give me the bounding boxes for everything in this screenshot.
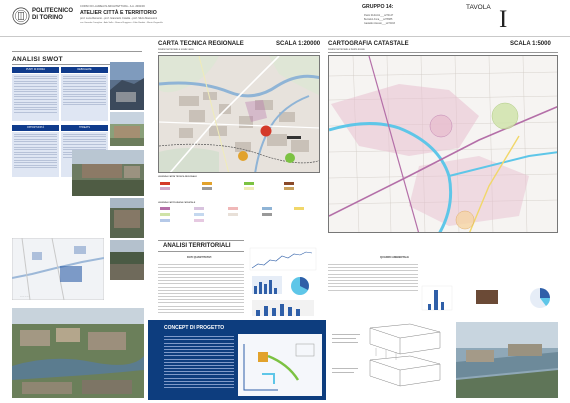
terr-top-rule [158, 240, 244, 241]
legend2-title: LEGENDA CARTOGRAFIA CATASTALE [158, 202, 196, 204]
map1-subtitle: Analisi territoriale a scala vasta [158, 48, 194, 51]
riverside-photo [456, 322, 558, 398]
map2-frame [328, 55, 558, 233]
map1-canvas [159, 56, 320, 173]
group-label: GRUPPO 14: [362, 4, 394, 10]
axonometric-sketches [330, 320, 450, 398]
legend1-title: LEGENDA CARTA TECNICA REGIONALE [158, 176, 197, 178]
swot-strengths-cell [12, 74, 59, 122]
quadro-text [328, 262, 418, 302]
site-photo-1 [110, 62, 144, 110]
legend-swatch [160, 219, 170, 222]
legend-swatch [284, 182, 294, 185]
legend-swatch [160, 182, 170, 185]
map2-subtitle: Analisi territoriale a livello locale [328, 48, 365, 51]
map2-rule [328, 52, 558, 53]
quadro-title: QUADRO AMBIENTALE [380, 256, 409, 259]
legend-swatch [194, 219, 204, 222]
data-row [158, 310, 244, 313]
student-name: Bernabò Anna___s276585 [364, 18, 393, 21]
legend-swatch [228, 213, 238, 216]
student-list [364, 14, 395, 26]
legend-swatch [262, 207, 272, 210]
map1-title: CARTA TECNICA REGIONALE [158, 41, 244, 47]
map1-legend [158, 176, 320, 234]
course-name: CORSO DI LAUREA IN ARCHITETTURA - A.A. 2002/03 [80, 5, 145, 8]
map1-frame [158, 55, 320, 173]
workshop-title: ATELIER CITTÀ E TERRITORIO [80, 10, 157, 16]
legend-swatch [244, 187, 254, 190]
professors: prof. Luca Reinerio - prof. Giancarlo Cotella - prof. Silvio Mansutoni [80, 17, 158, 20]
student-name: Gastaldo Alessio___s274193 [364, 22, 395, 25]
legend-swatch [194, 213, 204, 216]
map2-title: CARTOGRAFIA CATASTALE [328, 41, 409, 47]
terr-bottom-rule [158, 251, 244, 252]
legend-swatch [194, 207, 204, 210]
map1-rule [158, 52, 320, 53]
site-photo-2 [110, 112, 144, 146]
legend-swatch [202, 182, 212, 185]
swot-top-rule [12, 51, 142, 52]
site-photo-4 [110, 198, 144, 238]
collaborators: con Gerardo Coraglian - Ada Sella - Bianca Ruggiero - Erlin Bardini - Maria Zingarello [80, 22, 163, 24]
data-table [158, 262, 244, 313]
concept-diagram [238, 334, 322, 396]
legend-swatch [294, 207, 304, 210]
aerial-photo [12, 308, 144, 398]
territoriale-charts [248, 246, 318, 320]
tavola-label: TAVOLA [466, 4, 491, 11]
legend-swatch [160, 213, 170, 216]
header [0, 0, 570, 38]
university-name: POLITECNICO DI TORINO [32, 8, 74, 21]
site-photo-3 [72, 150, 144, 196]
legend-swatch [228, 207, 238, 210]
swot-title: ANALISI SWOT [12, 56, 63, 63]
swot-header-threats: THREATS [61, 125, 108, 131]
header-divider [0, 36, 570, 37]
quadro-charts [420, 284, 560, 314]
legend-swatch [160, 187, 170, 190]
legend-swatch [244, 182, 254, 185]
legend-swatch [160, 207, 170, 210]
site-photo-5 [110, 240, 144, 280]
map1-scale: SCALA 1:20000 [276, 41, 321, 47]
territoriale-title: ANALISI TERRITORIALI [163, 243, 231, 249]
legend-swatch [284, 187, 294, 190]
university-seal-icon [12, 7, 30, 25]
swot-header-strengths: PUNTI DI FORZA [12, 67, 59, 73]
legend-swatch [262, 213, 272, 216]
swot-header-weaknesses: DEBOLEZZE [61, 67, 108, 73]
concept-text [164, 334, 234, 388]
map2-scale: SCALA 1:5000 [510, 41, 551, 47]
swot-header-opportunities: OPPORTUNITÀ [12, 125, 59, 131]
swot-opportunities-cell [12, 132, 59, 178]
tavola-number: I [499, 6, 508, 33]
data-title: DATI QUANTITATIVI [187, 256, 212, 259]
swot-weaknesses-cell [61, 74, 108, 122]
concept-title: CONCEPT DI PROGETTO [164, 325, 225, 331]
site-plan-small [12, 238, 104, 300]
map2-canvas [329, 56, 558, 233]
site-plan-caption: — — — — [20, 296, 29, 298]
legend-swatch [202, 187, 212, 190]
student-name: Paolo Rubintini___s274147 [364, 14, 394, 17]
